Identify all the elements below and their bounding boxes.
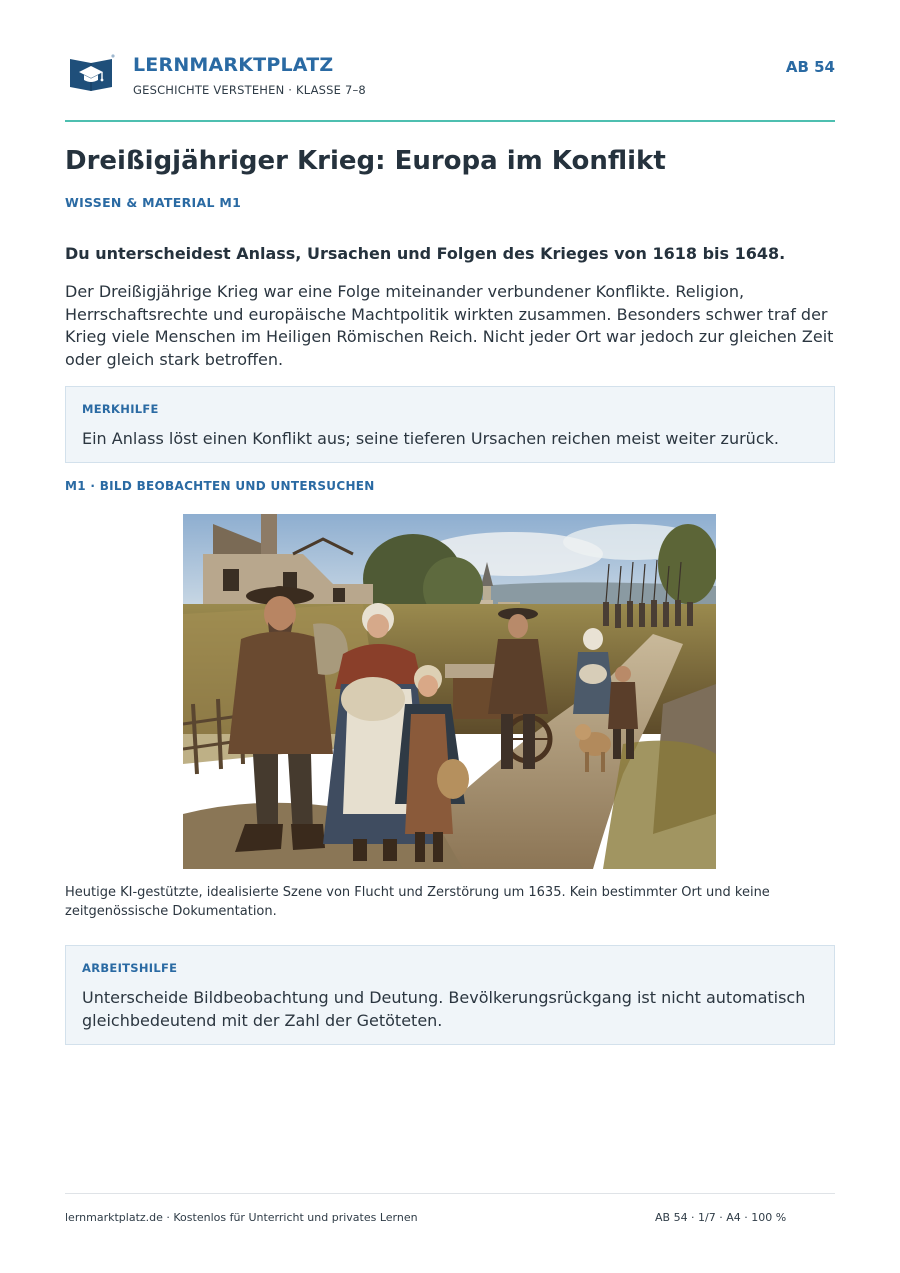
arbeitshilfe-label: ARBEITSHILFE xyxy=(82,961,178,975)
header-divider xyxy=(65,120,835,122)
footer-divider xyxy=(65,1193,835,1194)
merkhilfe-label: MERKHILFE xyxy=(82,402,159,416)
graduation-cap-book-icon xyxy=(67,53,115,93)
refugee-scene-illustration xyxy=(183,514,716,869)
intro-paragraph: Der Dreißigjährige Krieg war eine Folge miteinander verbundener Konflikte. Religion, Herrschaftsrechte und europäische Machtpolitik wirkten zusammen. Besonders schwer traf der Krieg viele Menschen im Heiligen Römischen Reich. Nicht jeder Ort war jedoch zur gleichen Zeit oder gleich stark betroffen. xyxy=(65,282,834,369)
brand-name: LERNMARKTPLATZ xyxy=(133,54,334,76)
image-caption: Heutige KI-gestützte, idealisierte Szene von Flucht und Zerstörung um 1635. Kein bestimmter Ort und keine zeitgenössische Dokumentation. xyxy=(65,885,770,919)
learning-goal: Du unterscheidest Anlass, Ursachen und Folgen des Krieges von 1618 bis 1648. xyxy=(65,244,786,263)
footer-page-info: AB 54 · 1/7 · A4 · 100 % xyxy=(655,1211,787,1224)
merkhilfe-text: Ein Anlass löst einen Konflikt aus; seine tieferen Ursachen reichen meist weiter zurück. xyxy=(82,429,779,448)
material-label: M1 · BILD BEOBACHTEN UND UNTERSUCHEN xyxy=(65,479,375,493)
page-title: Dreißigjähriger Krieg: Europa im Konflikt xyxy=(65,146,666,176)
arbeitshilfe-box xyxy=(65,945,835,1045)
footer-source: lernmarktplatz.de · Kostenlos für Unterricht und privates Lernen xyxy=(65,1211,418,1224)
arbeitshilfe-text: Unterscheide Bildbeobachtung und Deutung. Bevölkerungsrückgang ist nicht automatisch gleichbedeutend mit der Zahl der Getöteten. xyxy=(82,988,806,1030)
page-header xyxy=(65,48,835,104)
section-kicker: WISSEN & MATERIAL M1 xyxy=(65,195,242,210)
merkhilfe-box xyxy=(65,386,835,463)
brand-subtitle: GESCHICHTE VERSTEHEN · KLASSE 7–8 xyxy=(133,83,366,97)
sheet-number: AB 54 xyxy=(785,58,835,76)
